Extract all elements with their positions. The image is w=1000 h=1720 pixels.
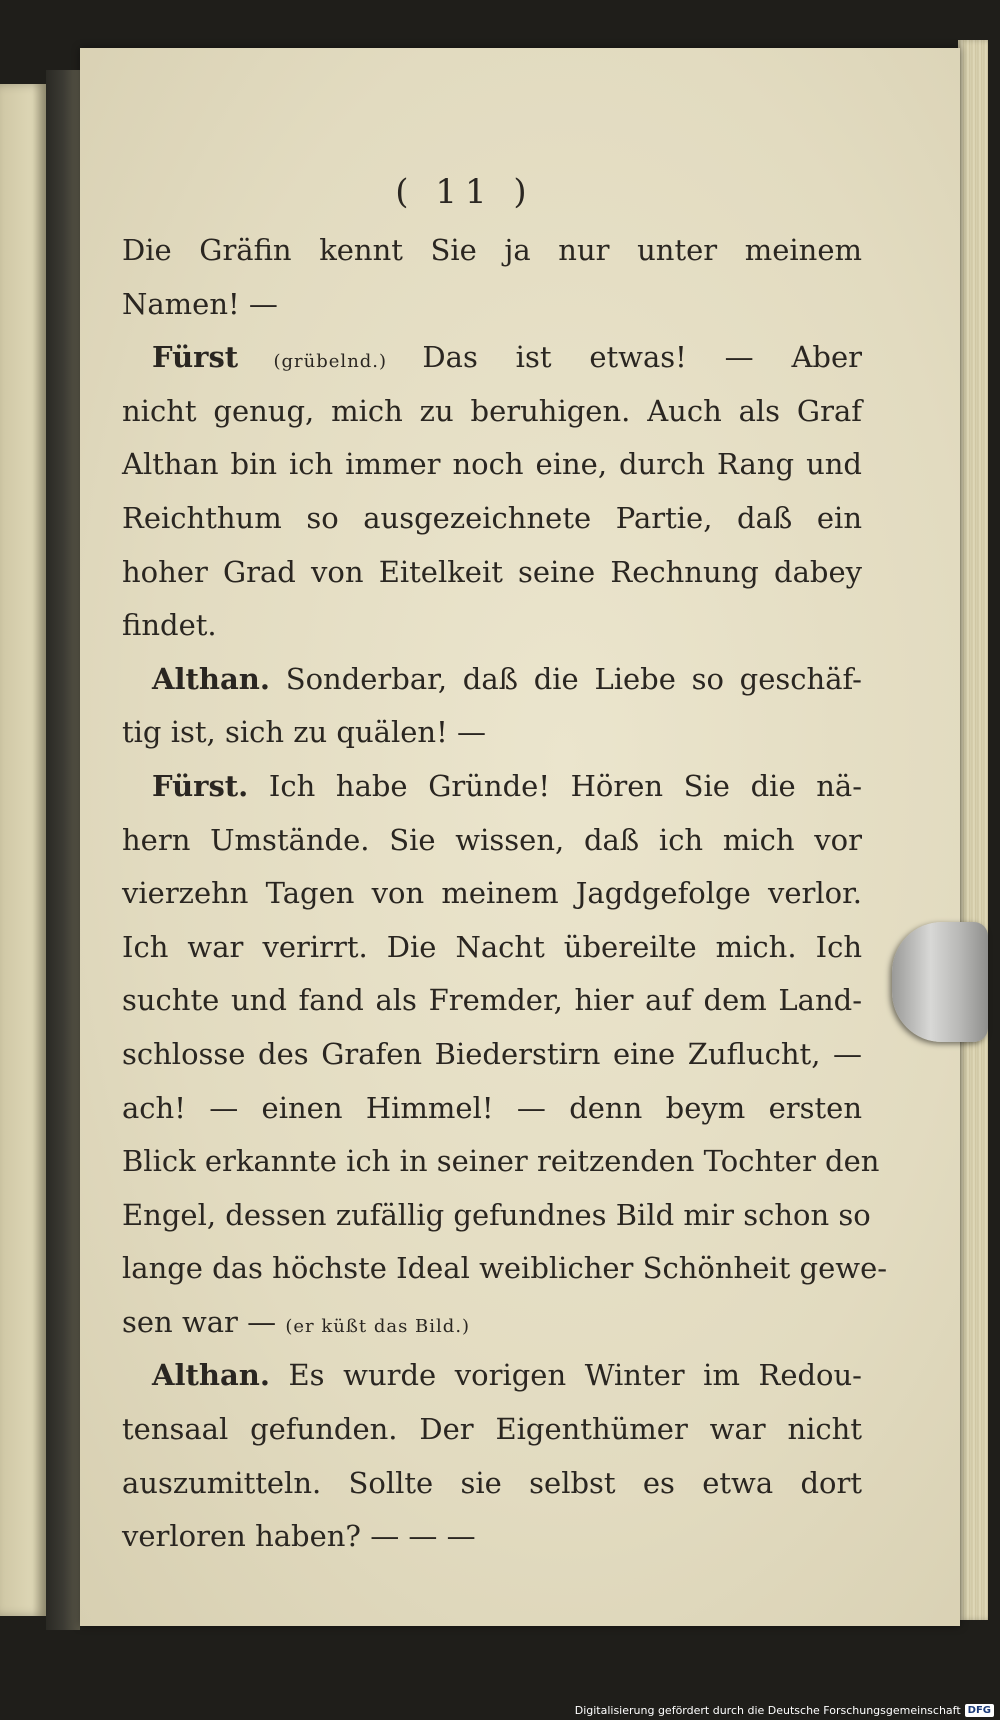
credit-text: Digitalisierung gefördert durch die Deutsche Forschungsgemeinschaft: [574, 1703, 961, 1717]
text-line: nicht genug, mich zu beruhigen. Auch als Graf: [122, 393, 862, 428]
text-line: verloren haben? — — —: [122, 1519, 476, 1554]
left-page-edge: [0, 84, 46, 1616]
text-line: Fürst. Ich habe Gründe! Hören Sie die nä-: [152, 768, 862, 803]
text-line: hern Umstände. Sie wissen, daß ich mich vor: [122, 822, 862, 857]
speaker-name: Fürst: [152, 340, 239, 375]
text-line: vierzehn Tagen von meinem Jagdgefolge verlor.: [122, 876, 862, 911]
speaker-name: Fürst.: [152, 768, 249, 803]
text-line: Fürst (grübelnd.) Das ist etwas! — Aber: [152, 340, 862, 375]
text-line: Engel, dessen zufällig gefundnes Bild mir schon so: [122, 1197, 871, 1232]
text-line: Althan. Sonderbar, daß die Liebe so geschäf-: [152, 661, 862, 696]
text-line: schlosse des Grafen Biederstirn eine Zuflucht, —: [122, 1036, 862, 1071]
text-line: hoher Grad von Eitelkeit seine Rechnung dabey: [122, 554, 862, 589]
text-line: tig ist, sich zu quälen! —: [122, 715, 486, 750]
stage-direction: (grübelnd.): [238, 351, 423, 373]
text-line: Die Gräfin kennt Sie ja nur unter meinem: [122, 233, 862, 267]
text-line: suchte und fand als Fremder, hier auf dem Land-: [122, 983, 862, 1018]
text-line: tensaal gefunden. Der Eigenthümer war nicht: [122, 1412, 862, 1447]
page-stack-edge: [958, 40, 988, 1620]
text-line: Blick erkannte ich in seiner reitzenden Tochter den: [122, 1144, 880, 1179]
stage-direction: (er küßt das Bild.): [285, 1315, 471, 1337]
page-clip: [892, 922, 988, 1042]
text-line: ach! — einen Himmel! — denn beym ersten: [122, 1090, 862, 1125]
text-line: Althan bin ich immer noch eine, durch Rang und: [122, 447, 862, 482]
digitization-credit: [575, 1700, 994, 1720]
page-number: ( 11 ): [395, 172, 535, 212]
page-text: [122, 224, 888, 1564]
text-line: Ich war verirrt. Die Nacht übereilte mich. Ich: [122, 929, 862, 964]
dfg-logo-icon: DFG: [965, 1704, 994, 1717]
text-line: lange das höchste Ideal weiblicher Schönheit gewe-: [122, 1251, 888, 1286]
text-line: Namen! —: [122, 286, 278, 321]
text-line: auszumitteln. Sollte sie selbst es etwa dort: [122, 1465, 862, 1500]
text-line: Reichthum so ausgezeichnete Partie, daß ein: [122, 500, 862, 535]
text-line: sen war — (er küßt das Bild.): [122, 1304, 471, 1339]
speaker-name: Althan.: [152, 661, 270, 696]
text-line: Althan. Es wurde vorigen Winter im Redou-: [152, 1358, 862, 1393]
speaker-name: Althan.: [152, 1358, 270, 1393]
book-gutter: [46, 70, 80, 1630]
text-line: findet.: [122, 608, 217, 643]
